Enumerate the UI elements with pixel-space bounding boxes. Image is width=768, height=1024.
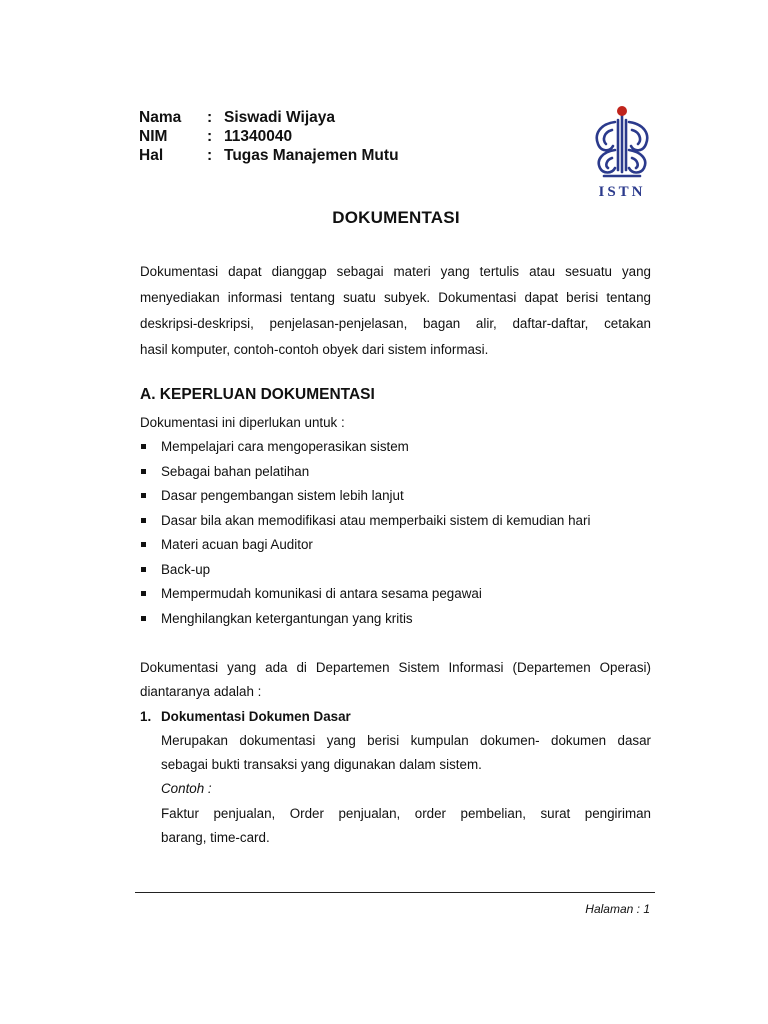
- paragraph-line: Dokumentasi dapat dianggap sebagai materi yang tertulis atau sesuatu yang: [140, 264, 651, 279]
- header-value-nim: 11340040: [224, 128, 293, 145]
- header-label: NIM: [139, 128, 168, 145]
- square-bullet-icon: [141, 542, 146, 547]
- section-heading-keperluan: A. KEPERLUAN DOKUMENTASI: [140, 386, 375, 403]
- square-bullet-icon: [141, 469, 146, 474]
- list-item-text: Menghilangkan ketergantungan yang kritis: [161, 610, 413, 626]
- paragraph-line: Merupakan dokumentasi yang berisi kumpulan dokumen- dokumen dasar: [161, 733, 651, 748]
- list-item: [140, 561, 590, 586]
- paragraph-line: hasil komputer, contoh-contoh obyek dari sistem informasi.: [140, 342, 489, 357]
- header-colon: :: [207, 128, 213, 145]
- square-bullet-icon: [141, 444, 146, 449]
- list-item-text: Sebagai bahan pelatihan: [161, 463, 310, 479]
- page-number: Halaman : 1: [585, 902, 650, 916]
- item-description: [161, 729, 651, 777]
- square-bullet-icon: [141, 591, 146, 596]
- header-colon: :: [207, 147, 213, 164]
- intro-paragraph: [140, 259, 651, 363]
- list-item: [140, 438, 590, 463]
- istn-logo: [582, 100, 662, 205]
- list-item: [140, 512, 590, 537]
- list-item-text: Mempermudah komunikasi di antara sesama pegawai: [161, 586, 482, 601]
- list-item-text: Materi acuan bagi Auditor: [161, 537, 313, 552]
- list-item-text: Mempelajari cara mengoperasikan sistem: [161, 439, 409, 454]
- list-item: [140, 536, 590, 561]
- list-item: [140, 487, 590, 512]
- square-bullet-icon: [141, 567, 146, 572]
- header-value-nama: Siswadi Wijaya: [224, 109, 335, 126]
- paragraph-line: barang, time-card.: [161, 830, 270, 845]
- header-value-hal: Tugas Manajemen Mutu: [224, 147, 399, 164]
- istn-emblem-icon: [582, 100, 662, 205]
- square-bullet-icon: [141, 518, 146, 523]
- contoh-label: Contoh :: [161, 781, 212, 796]
- paragraph-line: deskripsi-deskripsi, penjelasan-penjelasan, bagan alir, daftar-daftar, cetakan: [140, 316, 651, 331]
- paragraph-line: Faktur penjualan, Order penjualan, order pembelian, surat pengiriman: [161, 806, 651, 821]
- item-heading-text: Dokumentasi Dokumen Dasar: [161, 709, 351, 724]
- footer-divider: [135, 892, 655, 893]
- logo-text: ISTN: [598, 184, 646, 200]
- page-title: DOKUMENTASI: [332, 208, 460, 227]
- list-item: [140, 585, 590, 610]
- keperluan-list: [140, 438, 590, 634]
- item-number: 1.: [140, 709, 152, 724]
- list-item-text: Dasar bila akan memodifikasi atau memperbaiki sistem di kemudian hari: [161, 512, 591, 528]
- square-bullet-icon: [141, 616, 146, 621]
- list-item: [140, 463, 590, 488]
- list-item: [140, 610, 590, 635]
- paragraph-line: menyediakan informasi tentang suatu subyek. Dokumentasi dapat berisi tentang: [140, 290, 651, 305]
- header-label: Nama: [139, 109, 182, 126]
- paragraph-line: Dokumentasi yang ada di Departemen Sistem Informasi (Departemen Operasi): [140, 660, 651, 675]
- header-label: Hal: [139, 147, 164, 164]
- contoh-paragraph: [161, 802, 651, 850]
- section-intro: Dokumentasi ini diperlukan untuk :: [140, 415, 345, 430]
- list-item-text: Back-up: [161, 561, 211, 577]
- paragraph-line: sebagai bukti transaksi yang digunakan dalam sistem.: [161, 757, 482, 772]
- paragraph-line: diantaranya adalah :: [140, 684, 262, 699]
- square-bullet-icon: [141, 493, 146, 498]
- header-colon: :: [207, 109, 213, 126]
- departemen-paragraph: [140, 656, 651, 704]
- list-item-text: Dasar pengembangan sistem lebih lanjut: [161, 488, 404, 503]
